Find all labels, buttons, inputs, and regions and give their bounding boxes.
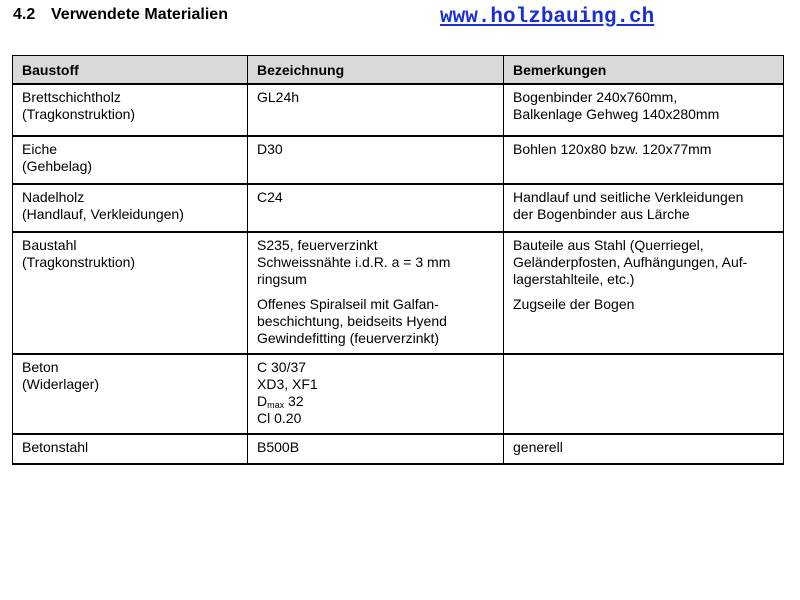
cell-line: Bauteile aus Stahl (Querriegel, (513, 237, 704, 253)
cell-baustoff (13, 84, 248, 136)
cell-line: XD3, XF1 (257, 376, 318, 392)
cell-line: Schweissnähte i.d.R. a = 3 mm (257, 254, 451, 270)
cell-line: beschichtung, beidseits Hyend (257, 313, 447, 329)
cell-baustoff (13, 354, 248, 434)
cell-paragraph (257, 237, 495, 288)
table-header-row (13, 56, 784, 85)
cell-line: C 30/37 (257, 359, 307, 375)
cell-line: Balkenlage Gehweg 140x280mm (513, 106, 720, 122)
cell-paragraph (257, 296, 495, 347)
cell-line: Gewindefitting (feuerverzinkt) (257, 330, 440, 346)
cell-bemerkungen (504, 232, 784, 354)
cell-baustoff (13, 434, 248, 464)
cell-line: Baustahl (22, 237, 77, 253)
cell-line: C24 (257, 189, 283, 205)
cell-paragraph (513, 296, 775, 313)
cell-line: Geländerpfosten, Aufhängungen, Auf- (513, 254, 748, 270)
header-baustoff: Baustoff (13, 56, 248, 85)
cell-line: Eiche (22, 141, 58, 157)
cell-line: S235, feuerverzinkt (257, 237, 378, 253)
cell-line: GL24h (257, 89, 300, 105)
cell-bemerkungen (504, 354, 784, 434)
cell-line: D30 (257, 141, 283, 157)
cell-line: Brettschichtholz (22, 89, 121, 105)
table-row (13, 434, 784, 464)
cell-bezeichnung (248, 434, 504, 464)
cell-baustoff (13, 136, 248, 184)
cell-baustoff (13, 184, 248, 232)
section-heading (13, 6, 228, 24)
cell-bezeichnung (248, 232, 504, 354)
cell-line: ringsum (257, 271, 307, 287)
cell-line: B500B (257, 439, 300, 455)
cell-line: der Bogenbinder aus Lärche (513, 206, 690, 222)
cell-bemerkungen (504, 136, 784, 184)
cell-line: Zugseile der Bogen (513, 296, 635, 312)
table-row (13, 84, 784, 136)
dmax-value: 32 (288, 393, 304, 409)
cell-line: (Gehbelag) (22, 158, 93, 174)
cell-line: Betonstahl (22, 439, 89, 455)
dmax-symbol: D (257, 393, 268, 409)
cell-line: Handlauf und seitliche Verkleidungen (513, 189, 744, 205)
cell-bemerkungen (504, 184, 784, 232)
table-row (13, 184, 784, 232)
cell-bezeichnung (248, 354, 504, 434)
cell-line: Nadelholz (22, 189, 85, 205)
cell-bezeichnung (248, 136, 504, 184)
section-title: Verwendete Materialien (51, 6, 228, 23)
table-row (13, 232, 784, 354)
cell-line: (Tragkonstruktion) (22, 106, 136, 122)
cell-line: Bogenbinder 240x760mm, (513, 89, 678, 105)
cell-line: Cl 0.20 (257, 410, 302, 426)
cell-baustoff (13, 232, 248, 354)
cell-bemerkungen (504, 84, 784, 136)
cell-bemerkungen (504, 434, 784, 464)
cell-line: lagerstahlteile, etc.) (513, 271, 635, 287)
cell-line: (Tragkonstruktion) (22, 254, 136, 270)
website-link[interactable]: www.holzbauing.ch (440, 6, 655, 29)
dmax-subscript: max (267, 400, 285, 410)
cell-bezeichnung (248, 84, 504, 136)
dmax-line (257, 393, 495, 410)
cell-paragraph (513, 237, 775, 288)
header-bezeichnung: Bezeichnung (248, 56, 504, 85)
cell-line: generell (513, 439, 563, 455)
cell-bezeichnung (248, 184, 504, 232)
table-row (13, 136, 784, 184)
header-bemerkungen: Bemerkungen (504, 56, 784, 85)
cell-line: Beton (22, 359, 59, 375)
section-number: 4.2 (13, 6, 36, 23)
cell-line: (Widerlager) (22, 376, 100, 392)
table-row (13, 354, 784, 434)
cell-line: Offenes Spiralseil mit Galfan- (257, 296, 439, 312)
cell-line: Bohlen 120x80 bzw. 120x77mm (513, 141, 712, 157)
materials-table (12, 55, 784, 465)
cell-line: (Handlauf, Verkleidungen) (22, 206, 184, 222)
